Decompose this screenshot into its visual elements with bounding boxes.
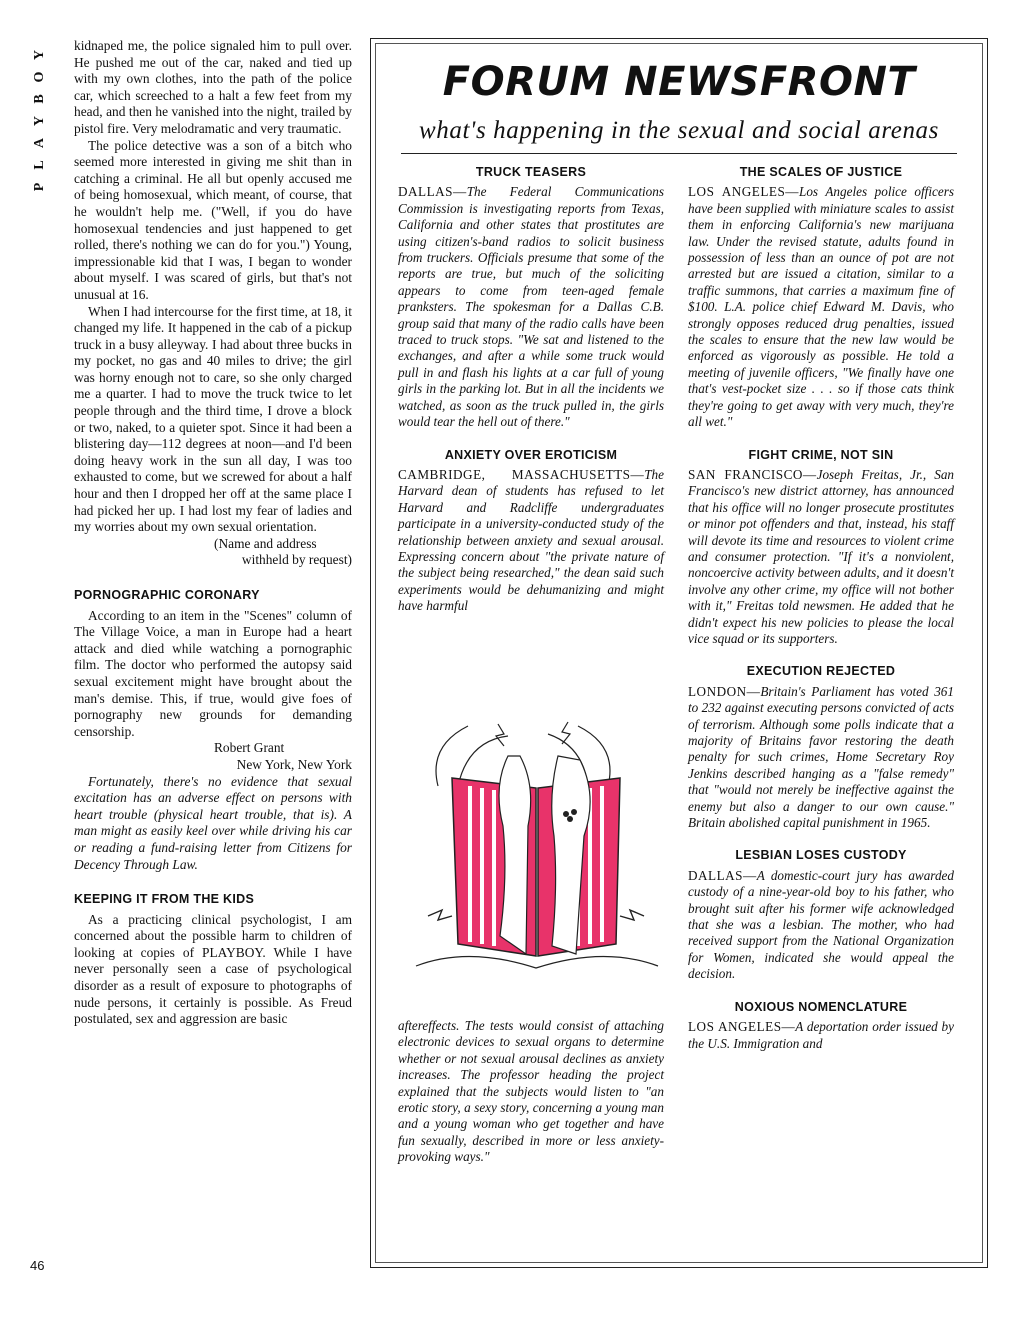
letter-signature: Robert Grant (214, 740, 285, 756)
magazine-name-letter: O (32, 71, 47, 83)
article-dateline: DALLAS— (398, 184, 467, 200)
article-heading: ANXIETY OVER EROTICISM (444, 447, 618, 462)
letter-paragraph: The police detective was a son of a bitch who seemed more interested in giving me shit than in catching a criminal. He all but openly accused me of being homosexual, which meant, of course, that he wouldn't help me. ("Well, if you do have homosexual tendencies and just happened to get rolled, there's nothing we can do for you.") Young, impressionable kid that I was, I began to wonder about myself. I was scared of girls, but that's not unusual at 16. (74, 137, 352, 302)
news-article (688, 999, 954, 1052)
news-article (688, 847, 954, 982)
letter-heading: KEEPING IT FROM THE KIDS (74, 892, 255, 907)
letters-column (74, 38, 352, 1028)
article-heading: THE SCALES OF JUSTICE (739, 165, 903, 179)
article-body: Los Angeles police officers have been supplied with miniature scales to assist them in enforcing California's new marijuana law. Under the revised statute, adults found in possession of less than an ounce of pot are not arrested but are issued a citation, similar to a traffic summons, that carries a maximum fine of $100. L.A. police chief Edward M. Davis, who strongly opposes reduced drug penalties, issued the scales to ensure that the new law would be enforced as vigorously as possible. He told a meeting of juvenile officers, "We finally have one that's vest-pocket size . . . so if those cats think they're going to get away with very much, they're all wet." (688, 184, 954, 430)
article-dateline: SAN FRANCISCO— (688, 466, 817, 482)
article-dateline: LOS ANGELES— (688, 184, 799, 200)
article-body: The Harvard dean of students has refused to let Harvard and Radcliffe undergraduates participate in a university-conducted study of the relationship between anxiety and sexual arousal. Expressing concern about "the private nature of the subject being researched," the dean said such experiments would be dehumanizing and might have harmful (398, 466, 664, 614)
news-article (688, 663, 954, 831)
book-illustration (408, 716, 666, 978)
news-article (688, 447, 954, 648)
magazine-name-letter: A (32, 137, 47, 149)
article-body: Joseph Freitas, Jr., San Francisco's new district attorney, has announced that his office will no longer prosecute prostitutes or minor pot offenders and that, instead, his staff will devote its time and resources to violent crime and consumer protection. "If it's a nonviolent, noncoercive activity between adults, and it doesn't involve any other crime, my office will not bother with it," Freitas told newsmen. He added that he didn't expect his new policies to please the local vice squad or its supporters. (688, 466, 955, 646)
letter-paragraph: When I had intercourse for the first time, at 18, it changed my life. It happened in the cab of a pickup truck in a busy alleyway. I had about three bucks in my pocket, no gas and 40 miles to drive; the girl was horny enough not to care, so she only charged me a quarter. I had to move the truck twice to let people through and the third time, I drove a block or two, naked, to a quieter spot. Since it had been a blistering day—112 degrees at noon—and I'd been doing heavy work in the sun all day, I was too exhausted to come, but we screwed for about a half hour and then I dropped her off at the same place I had picked her up. I had lost my fear of ladies and my worries about my own sexual orientation. (74, 303, 352, 535)
news-article (398, 447, 664, 615)
article-dateline: CAMBRIDGE, MASSACHUSETTS— (398, 466, 645, 482)
letter-paragraph: According to an item in the "Scenes" column of The Village Voice, a man in Europe had a heart attack and died while watching a pornographic film. The doctor who performed the autopsy said sexual excitement might have brought about the man's demise. This, if true, would give foes of pornography new grounds for demanding censorship. (74, 607, 352, 739)
letter-paragraph: As a practicing clinical psychologist, I am concerned about the possible harm to children of looking at copies of PLAYBOY. While I have never personally seen a case of psychological disorder as a result of exposure to photographs of nude persons, it certainly is possible. As Freud postulated, sex and aggression are basic (74, 911, 352, 1027)
article-body: A domestic-court jury has awarded custody of a nine-year-old boy to his father, who brought suit after his former wife acknowledged that she was a lesbian. The mother, who had received support from the National Organization for Women, indicated she would appeal the decision. (688, 867, 954, 982)
article-body: The Federal Communications Commission is investigating reports from Texas, California and other states that prostitutes are using citizen's-band radios to solicit business from truckers. Officials presume that some of the reports are true, but much of the soliciting appears to come from teen-aged female pranksters. The spokesman for a Dallas C.B. group said that many of the radio calls have been traced to truck stops. "We sat and listened to the exchanges, and after a while some truck would pull in and flash his lights at a car full of young girls in the parking lot. But in all the incidents we watched, as soon as the truck pulled in, the girls would tear the hell out of there." (398, 184, 664, 430)
news-article (398, 164, 664, 431)
article-dateline: DALLAS— (688, 867, 757, 883)
article-heading: TRUCK TEASERS (475, 165, 587, 179)
article-heading: FIGHT CRIME, NOT SIN (748, 447, 894, 462)
magazine-name-letter: Y (32, 115, 47, 127)
article-dateline: LONDON— (688, 683, 761, 699)
forum-subtitle: what's happening in the sexual and social arenas (419, 117, 939, 144)
letter-heading: PORNOGRAPHIC CORONARY (74, 588, 260, 602)
forum-column-middle-continued (398, 1018, 664, 1166)
letter-signature: New York, New York (236, 756, 352, 772)
news-article (688, 164, 954, 431)
magazine-name-letters (30, 44, 50, 198)
editor-reply: Fortunately, there's no evidence that sexual excitation has an adverse effect on persons with heart trouble (physical heart trouble, that is). A man might as easily keel over while driving his car or reading a fund-raising letter from Citizens for Decency Through Law. (74, 773, 352, 872)
article-body: Britain's Parliament has voted 361 to 232 against executing persons convicted of acts of terrorism. Although some polls indicate that a majority of Britains favor restoring the death penalty for such crimes, Home Secretary Roy Jenkins described hanging as a "false remedy" that "would not merely be ineffective against the enemy but also a danger to our own cause." Britain abolished capital punishment in 1965. (688, 683, 954, 831)
title-rule (401, 153, 957, 154)
magazine-name-letter: Y (32, 49, 47, 61)
letter-signature: withheld by request) (241, 552, 352, 568)
letter-paragraph: kidnaped me, the police signaled him to pull over. He pushed me out of the car, naked and tied up with my own clothes, into the path of the police car, which screeched to a halt a few feet from my head, and then he vanished into the night, trailed by pistol fire. Very melodramatic and very traumatic. (74, 38, 352, 136)
magazine-name-letter: B (32, 94, 47, 104)
forum-column-middle (398, 164, 664, 615)
page-number: 46 (30, 1258, 45, 1273)
forum-column-right (688, 164, 954, 1052)
article-body: A deportation order issued by the U.S. Immigration and (688, 1019, 954, 1051)
article-body: aftereffects. The tests would consist of attaching electronic devices to sexual organs to determine whether or not sexual arousal declines as anxiety increases. The professor heading the project explained that the subjects would listen to "an erotic story, a sexy story, concerning a young man and a young woman who get together and have fun sexually, described in more or less anxiety-provoking ways." (398, 1018, 664, 1165)
article-dateline: LOS ANGELES— (688, 1019, 796, 1035)
article-heading: LESBIAN LOSES CUSTODY (735, 848, 907, 863)
magazine-name-letter: L (32, 160, 47, 170)
letter-signature: (Name and address (214, 535, 317, 551)
article-heading: EXECUTION REJECTED (746, 664, 896, 679)
article-heading: NOXIOUS NOMENCLATURE (734, 999, 908, 1014)
wires (416, 956, 658, 968)
magazine-name-vertical (30, 44, 50, 198)
magazine-name-letter: P (32, 182, 47, 192)
forum-title: FORUM NEWSFRONT (442, 59, 916, 105)
